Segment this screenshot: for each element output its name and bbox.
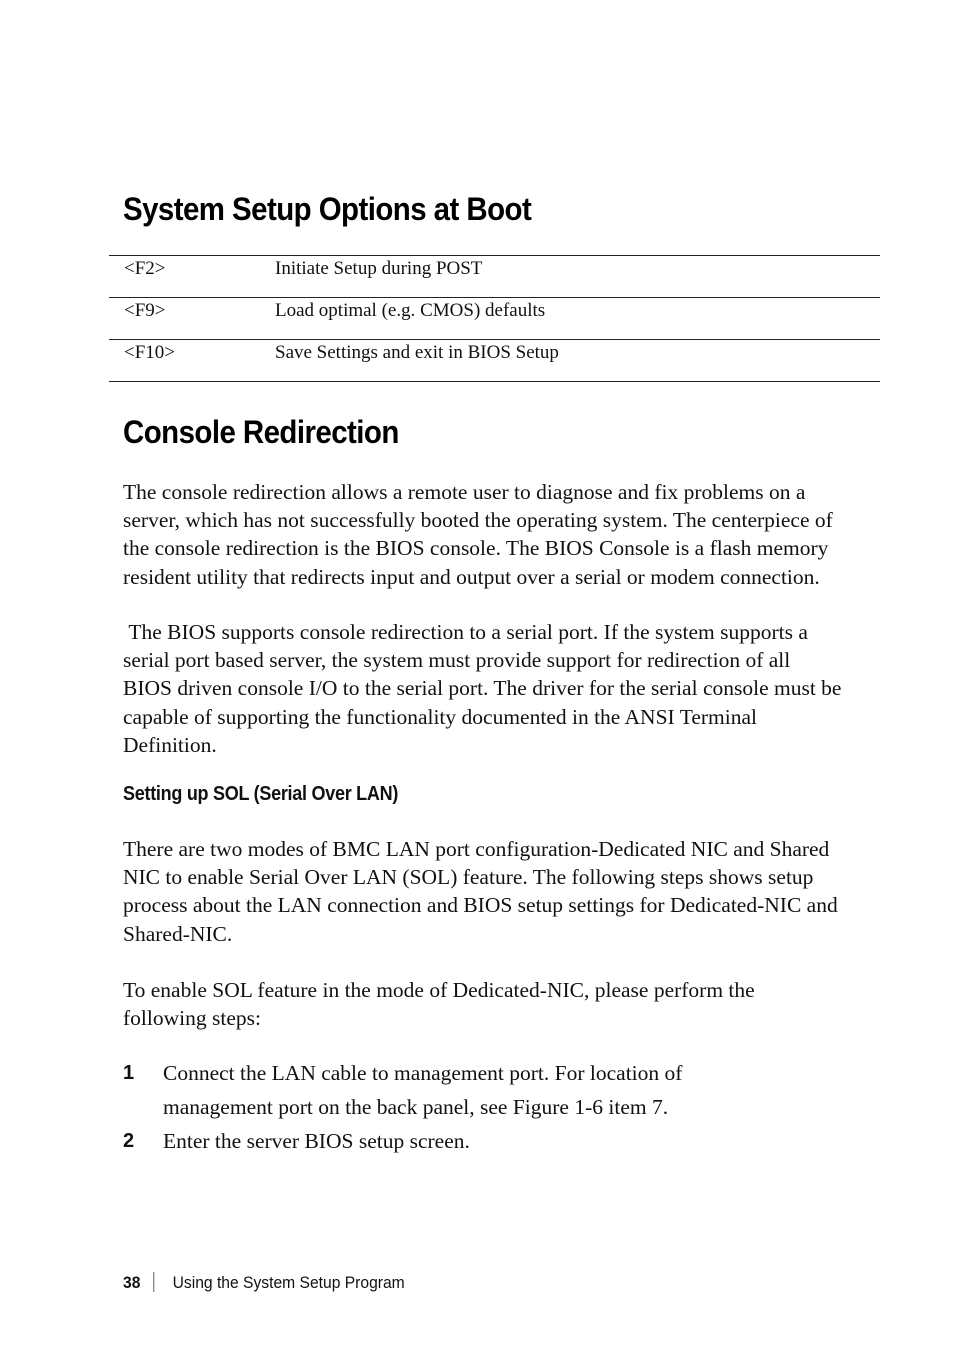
- step-number: 1: [123, 1062, 135, 1084]
- console-paragraph-2: The BIOS supports console redirection to a serial port. If the system supports a serial port based server, the system must provide support for redirection of all BIOS driven console I/O to the serial port. The driver for the serial console must be capable of supporting the functionality documented in the ANSI Terminal Definition.: [123, 620, 847, 757]
- shortcut-key: <F10>: [109, 340, 275, 382]
- chapter-title: Using the System Setup Program: [172, 1273, 405, 1292]
- section-title-boot-options: System Setup Options at Boot: [123, 191, 532, 227]
- step-number: 2: [123, 1130, 135, 1152]
- boot-shortcut-table: [109, 255, 880, 382]
- page-number: 38: [123, 1273, 141, 1292]
- shortcut-description: Initiate Setup during POST: [275, 256, 880, 298]
- page-footer: [123, 1272, 405, 1293]
- shortcut-key: <F2>: [109, 256, 275, 298]
- shortcut-description: Load optimal (e.g. CMOS) defaults: [275, 298, 880, 340]
- shortcut-key: <F9>: [109, 298, 275, 340]
- table-row: [109, 298, 880, 340]
- step-text: Connect the LAN cable to management port. For location of management port on the back panel, see Figure 1-6 item 7.: [163, 1061, 683, 1119]
- table-row: [109, 256, 880, 298]
- sol-paragraph-2: To enable SOL feature in the mode of Dedicated-NIC, please perform the following steps:: [123, 978, 755, 1031]
- step-text: Enter the server BIOS setup screen.: [163, 1129, 470, 1153]
- footer-divider: [153, 1272, 154, 1292]
- subsection-title-sol: Setting up SOL (Serial Over LAN): [123, 783, 399, 805]
- sol-paragraph-1: There are two modes of BMC LAN port configuration-Dedicated NIC and Shared NIC to enable Serial Over LAN (SOL) feature. The following steps shows setup process about the LAN connection and BIOS setup settings for Dedicated-NIC and Shared-NIC.: [123, 837, 838, 946]
- table-row: [109, 340, 880, 382]
- section-title-console-redirection: Console Redirection: [123, 414, 399, 450]
- console-paragraph-1: The console redirection allows a remote user to diagnose and fix problems on a server, which has not successfully booted the operating system. The centerpiece of the console redirection is the BIOS console. The BIOS Console is a flash memory resident utility that redirects input and output over a serial or modem connection.: [123, 480, 833, 589]
- shortcut-description: Save Settings and exit in BIOS Setup: [275, 340, 880, 382]
